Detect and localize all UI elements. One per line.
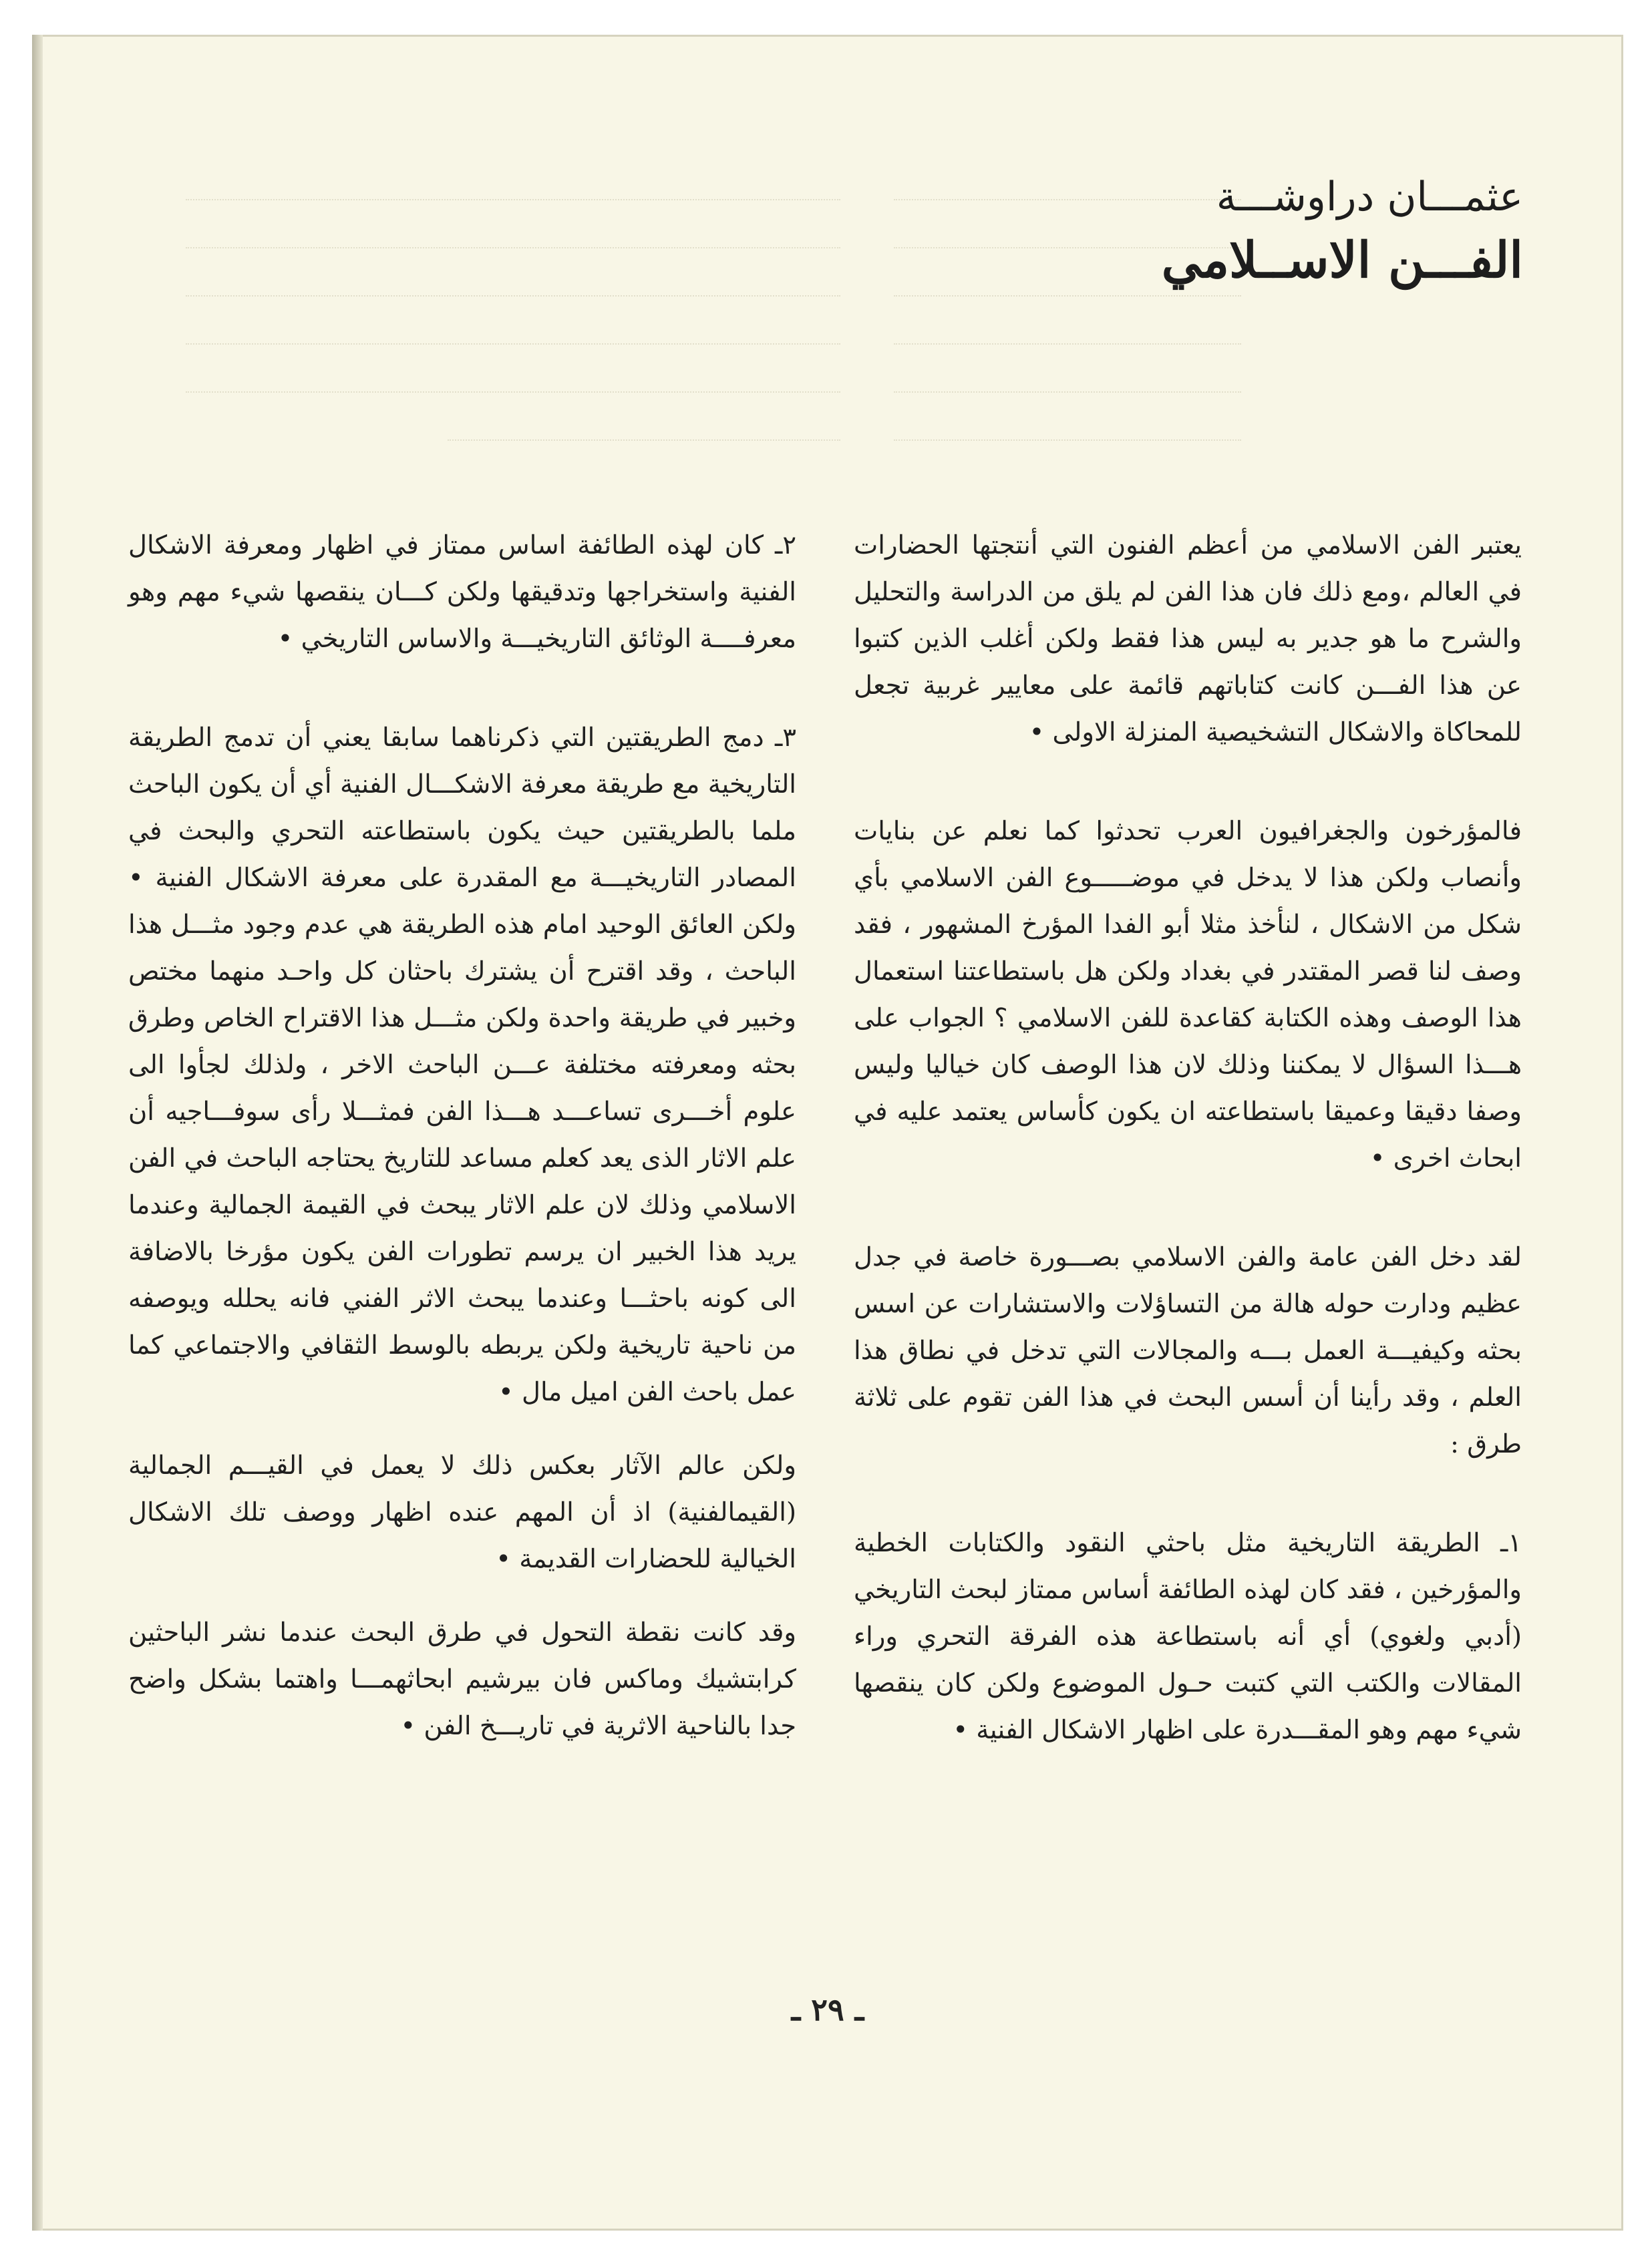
bleed-line — [186, 306, 840, 345]
bleed-through-top-left — [186, 162, 840, 450]
bleed-line — [186, 162, 840, 200]
paragraph: ٢ـ كان لهذه الطائفة اساس ممتاز في اظهار ومعرفة الاشكال الفنية واستخراجها وتدقيقها ولكن كـــان ينقصها شيء مهم وهو معرفــــة الوثائق التاريخيـــة والاساس التاريخي • — [128, 530, 796, 654]
article-author: عثمـــان دراوشـــة — [1216, 174, 1523, 220]
paragraph: ٣ـ دمج الطريقتين التي ذكرناهما سابقا يعني أن تدمج الطريقة التاريخية مع طريقة معرفة الاشكـــال الفنية أي أن يكون الباحث ملما بالطريقتين حيث يكون باستطاعته التحري والبحث في المصادر التاريخيـــة مع المقدرة على معرفة الاشكال الفنية • ولكن العائق الوحيد امام هذه الطريقة هي عدم وجود مثـــل هذا الباحث ، وقد اقترح أن يشترك باحثان كل واحـد منهما مختص وخبير في طريقة واحدة ولكن مثـــل هذا الاقتراح الخاص وطرق بحثه ومعرفته مختلفة عـــن الباحث الاخر ، ولذلك لجأوا الى علوم أخـــرى تساعـــد هـــذا الفن فمثـــلا رأى سوفـــاجيه أن علم الاثار الذى يعد كعلم مساعد للتاريخ يحتاجه الباحث في الفن الاسلامي وذلك لان علم الاثار يبحث في القيمة الجمالية وعندما يريد هذا الخبير ان يرسم تطورات الفن يكون مؤرخا بالاضافة الى كونه باحثـــا وعندما يبحث الاثر الفني فانه يحلله ويوصفه من ناحية تاريخية ولكن يربطه بالوسط الثقافي والاجتماعي كما عمل باحث الفن اميل مال • — [128, 723, 796, 1407]
article-header — [1162, 168, 1523, 295]
text-column-right — [854, 522, 1522, 1806]
page-edge-shadow — [32, 35, 43, 2231]
bleed-line — [448, 402, 840, 441]
paragraph: ولكن عالم الآثار بعكس ذلك لا يعمل في القيـــم الجمالية (القيمالفنية) اذ أن المهم عنده اظهار ووصف تلك الاشكال الخيالية للحضارات القديمة • — [128, 1451, 796, 1574]
paragraph: فالمؤرخون والجغرافيون العرب تحدثوا كما نعلم عن بنايات وأنصاب ولكن هذا لا يدخل في موضـــــوع الفن الاسلامي بأي شكل من الاشكال ، لنأخذ مثلا أبو الفدا المؤرخ المشهور ، فقد وصف لنا قصر المقتدر في بغداد ولكن هل باستطاعتنا استعمال هذا الوصف وهذه الكتابة كقاعدة للفن الاسلامي ؟ الجواب على هـــذا السؤال لا يمكننا وذلك لان هذا الوصف كان خياليا وليس وصفا دقيقا وعميقا باستطاعته ان يكون كأساس يعتمد عليه في ابحاث اخرى • — [854, 816, 1522, 1173]
bleed-line — [186, 258, 840, 297]
paper-page — [32, 35, 1623, 2231]
paragraph: ١ـ الطريقة التاريخية مثل باحثي النقود والكتابات الخطية والمؤرخين ، فقد كان لهذه الطائفة أساس ممتاز لبحث التاريخي (أدبي ولغوي) أي أنه باستطاعة هذه الفرقة التحري وراء المقالات والكتب التي كتبت حـول الموضوع ولكن كان ينقصها شيء مهم وهو المقـــدرة على اظهار الاشكال الفنية • — [854, 1528, 1522, 1745]
article-title: الفـــن الاســلامي — [1161, 232, 1523, 289]
bleed-line — [894, 354, 1241, 393]
bleed-line — [186, 354, 840, 393]
bleed-line — [894, 402, 1241, 441]
page-number: ـ ٢٩ ـ — [791, 1992, 864, 2028]
bleed-line — [186, 210, 840, 248]
text-column-left — [128, 522, 796, 1802]
paragraph: لقد دخل الفن عامة والفن الاسلامي بصـــورة خاصة في جدل عظيم ودارت حوله هالة من التساؤلات والاستشارات عن اسس بحثه وكيفيـــة العمل بـــه والمجالات التي تدخل في نطاق هذا العلم ، وقد رأينا أن أسس البحث في هذا الفن تقوم على ثلاثة طرق : — [854, 1242, 1522, 1459]
bleed-line — [894, 306, 1241, 345]
paragraph: يعتبر الفن الاسلامي من أعظم الفنون التي أنتجتها الحضارات في العالم ،ومع ذلك فان هذا الفن لم يلق من الدراسة والتحليل والشرح ما هو جدير به ليس هذا فقط ولكن أغلب الذين كتبوا عن هذا الفـــن كانت كتاباتهم قائمة على معايير غربية تجعل للمحاكاة والاشكال التشخيصية المنزلة الاولى • — [854, 530, 1522, 747]
paragraph: وقد كانت نقطة التحول في طرق البحث عندما نشر الباحثين كرابتشيك وماكس فان بيرشيم ابحاثهمـــا واهتما بشكل واضح جدا بالناحية الاثرية في تاريـــخ الفن • — [128, 1618, 796, 1741]
